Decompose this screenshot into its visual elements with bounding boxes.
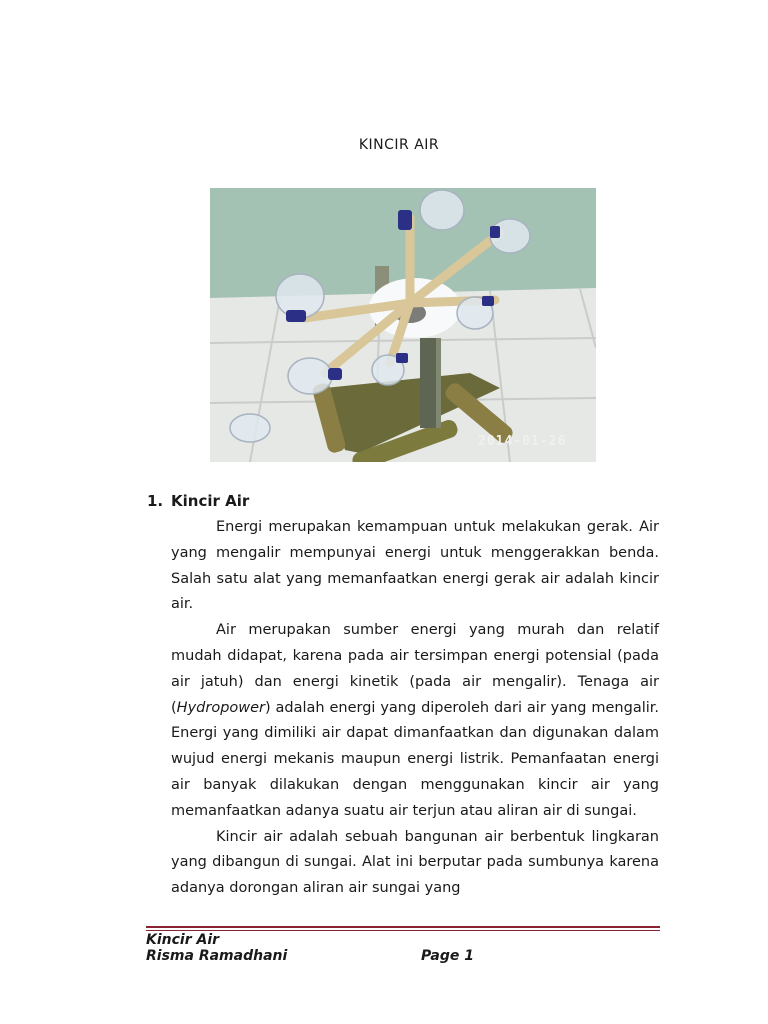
section-heading	[147, 492, 249, 510]
body-text	[171, 515, 659, 902]
section-title: Kincir Air	[171, 492, 250, 510]
paragraph-1: Energi merupakan kemampuan untuk melakukan gerak. Air yang mengalir mempunyai energi untuk menggerakkan benda. Salah satu alat yang memanfaatkan energi gerak air adalah kincir air.	[171, 519, 659, 613]
hydropower-term: Hydropower	[176, 699, 266, 716]
footer-rule	[146, 926, 660, 928]
kincir-air-photo	[210, 188, 596, 462]
footer-left	[146, 932, 287, 964]
photo-date-stamp: 2014-01-26	[478, 434, 567, 449]
paragraph-2-part-a: Air merupakan sumber energi yang murah dan relatif mudah didapat, karena pada air tersimpan energi potensial (pada air jatuh) dan energi kinetik (pada air mengalir). Tenaga air (	[171, 622, 659, 716]
section-number: 1.	[147, 492, 164, 510]
footer-rule-thin	[146, 930, 660, 931]
paragraph-2	[171, 618, 659, 824]
paragraph-2-part-b: ) adalah energi yang diperoleh dari air yang mengalir. Energi yang dimiliki air dapat dimanfaatkan dan digunakan dalam wujud energi mekanis maupun energi listrik. Pemanfaatan energi air banyak dilakukan dengan menggunakan kincir air yang memanfaatkan adanya suatu air terjun atau aliran air di sungai.	[171, 699, 659, 819]
footer-author: Risma Ramadhani	[146, 948, 288, 964]
footer-doc-title: Kincir Air	[146, 932, 220, 948]
page-title: KINCIR AIR	[358, 137, 440, 153]
paragraph-3: Kincir air adalah sebuah bangunan air berbentuk lingkaran yang dibangun di sungai. Alat ini berputar pada sumbunya karena adanya dorongan aliran air sungai yang	[171, 828, 659, 897]
footer-page-number: Page 1	[421, 948, 474, 964]
